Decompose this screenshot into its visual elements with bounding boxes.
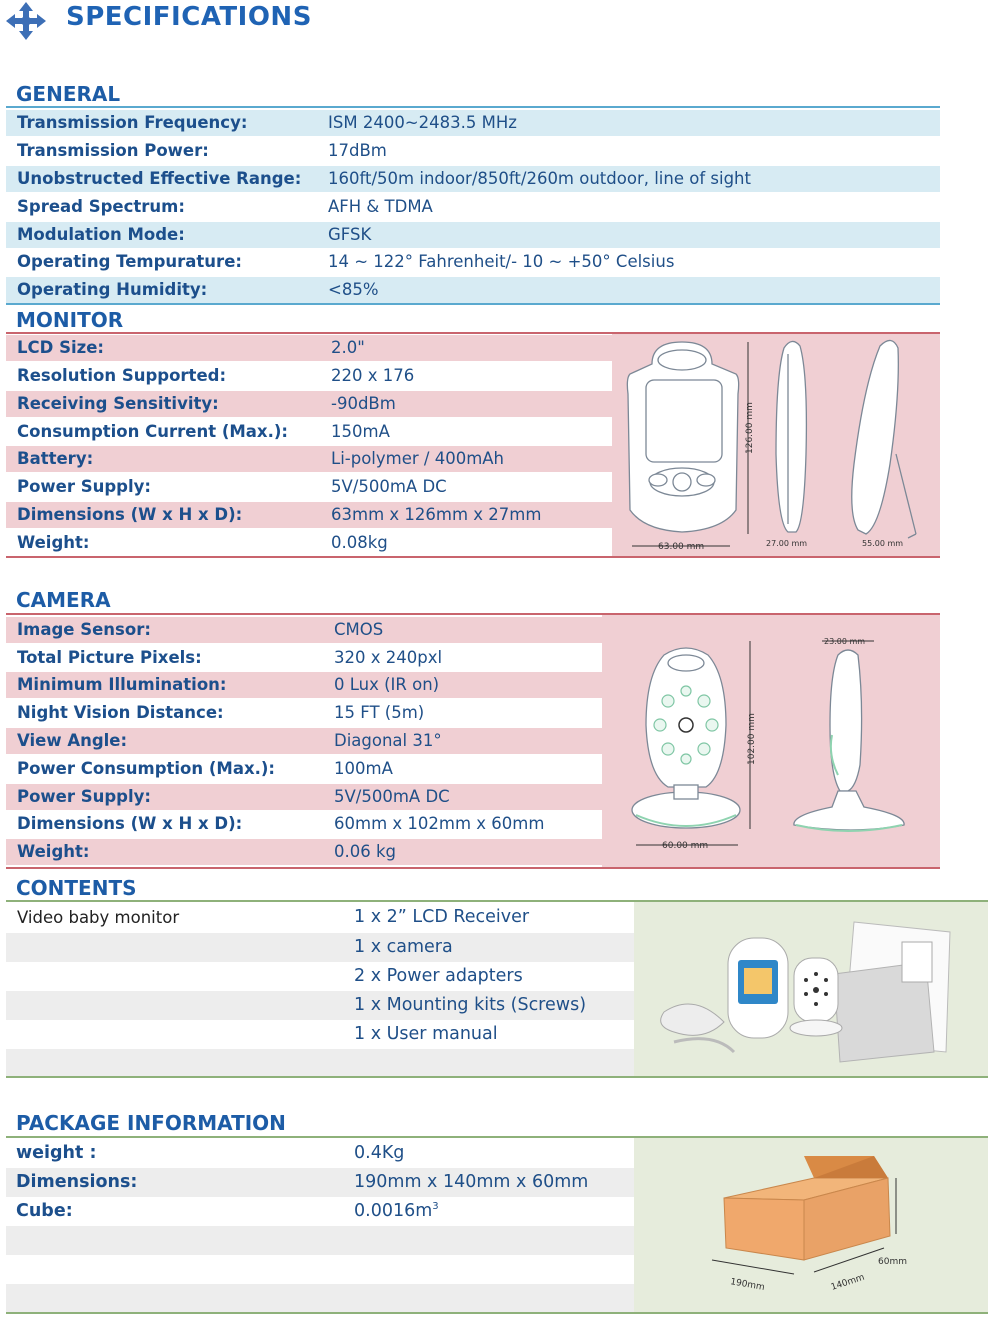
row-value: [331, 366, 414, 385]
table-row: [6, 419, 612, 445]
camera-bottom-divider: [6, 867, 940, 869]
general-bottom-divider: [6, 303, 940, 305]
package-bottom-divider: [6, 1312, 988, 1314]
row-value: [328, 252, 674, 271]
row-value-text: 63mm x 126mm x 27mm: [331, 505, 542, 524]
table-row: [6, 991, 634, 1020]
package-contents-photo: [634, 902, 988, 1076]
table-row: [6, 700, 602, 726]
row-value: [334, 675, 439, 694]
row-label: LCD Size:: [17, 338, 104, 357]
contents-label: Video baby monitor: [17, 908, 180, 927]
table-row: [6, 249, 940, 275]
camera-dimension-drawing: [602, 615, 940, 867]
monitor-width-dimension: 63.00 mm: [658, 542, 705, 552]
table-row: [6, 903, 634, 932]
row-value: [334, 787, 450, 806]
table-row: [6, 1020, 634, 1049]
table-row: [6, 1049, 634, 1078]
row-value: [331, 422, 390, 441]
table-row: [6, 502, 612, 528]
table-row: [6, 138, 940, 164]
monitor-drawing-panel: [612, 334, 940, 556]
row-value: [354, 1143, 404, 1163]
monitor-height-dimension: 126.00 mm: [745, 402, 755, 454]
contents-item: 1 x User manual: [354, 1024, 498, 1044]
row-value-text: 14 ~ 122° Fahrenheit/- 10 ~ +50° Celsius: [328, 252, 675, 271]
row-value-text: 17dBm: [328, 141, 387, 160]
table-row: [6, 335, 612, 361]
row-label: Power Supply:: [17, 787, 152, 806]
table-row: [6, 933, 634, 962]
row-value: [334, 703, 424, 722]
row-label: View Angle:: [17, 731, 128, 750]
row-value: [328, 169, 751, 188]
general-divider: [6, 106, 940, 108]
table-row: [6, 363, 612, 389]
row-value-text: 100mA: [334, 759, 393, 778]
page-title: SPECIFICATIONS: [66, 2, 312, 32]
row-value: [331, 394, 396, 413]
row-value: [331, 533, 388, 552]
row-value: [334, 648, 442, 667]
row-label: Weight:: [17, 842, 90, 861]
row-value-text: 160ft/50m indoor/850ft/260m outdoor, line of sight: [328, 169, 751, 188]
contents-bottom-divider: [6, 1076, 988, 1078]
row-label: Modulation Mode:: [17, 225, 185, 244]
row-label: Battery:: [17, 449, 94, 468]
monitor-dimension-drawing: [612, 334, 940, 556]
table-row: [6, 839, 602, 865]
row-value-text: GFSK: [328, 225, 372, 244]
row-value-text: 0.0016m: [354, 1201, 433, 1221]
row-value-text: 60mm x 102mm x 60mm: [334, 814, 545, 833]
table-row: [6, 756, 602, 782]
table-row: [6, 277, 940, 303]
table-row: [6, 1197, 634, 1226]
table-row: [6, 645, 602, 671]
table-row: [6, 391, 612, 417]
package-section-title: PACKAGE INFORMATION: [16, 1111, 286, 1135]
row-value-text: AFH & TDMA: [328, 197, 433, 216]
row-value-text: CMOS: [334, 620, 384, 639]
contents-section-title: CONTENTS: [16, 876, 137, 900]
row-value: [331, 338, 365, 357]
monitor-depth-dimension: 27.00 mm: [766, 539, 808, 548]
monitor-bottom-divider: [6, 556, 940, 558]
row-value: [354, 1201, 439, 1221]
row-label: Consumption Current (Max.):: [17, 422, 288, 441]
table-row: [6, 474, 612, 500]
row-value-text: 2.0": [331, 338, 365, 357]
table-row: [6, 1139, 634, 1168]
table-row: [6, 1284, 634, 1313]
row-value-text: 15 FT (5m): [334, 703, 425, 722]
row-label: Cube:: [16, 1201, 73, 1221]
table-row: [6, 1168, 634, 1197]
row-value: [334, 814, 544, 833]
row-value-text: 0 Lux (IR on): [334, 675, 440, 694]
table-row: [6, 1255, 634, 1284]
row-label: Power Supply:: [17, 477, 152, 496]
row-label: Transmission Power:: [17, 141, 209, 160]
row-value: [328, 113, 517, 132]
row-value: [328, 141, 387, 160]
shipping-box-drawing: [634, 1138, 988, 1312]
contents-photo-panel: [634, 902, 988, 1076]
row-label: Dimensions (W x H x D):: [17, 814, 243, 833]
row-label: Minimum Illumination:: [17, 675, 227, 694]
table-row: [6, 962, 634, 991]
row-label: Night Vision Distance:: [17, 703, 224, 722]
row-label: Operating Humidity:: [17, 280, 208, 299]
table-row: [6, 672, 602, 698]
box-length-dimension: 190mm: [729, 1277, 766, 1293]
row-value-text: 0.4Kg: [354, 1143, 405, 1163]
row-value: [331, 477, 447, 496]
row-value: [334, 842, 396, 861]
table-row: [6, 1226, 634, 1255]
row-label: Power Consumption (Max.):: [17, 759, 276, 778]
table-row: [6, 784, 602, 810]
general-section-title: GENERAL: [16, 82, 121, 106]
move-cross-icon: [6, 2, 46, 40]
row-label: Unobstructed Effective Range:: [17, 169, 302, 188]
monitor-section-title: MONITOR: [16, 308, 124, 332]
contents-item: 1 x Mounting kits (Screws): [354, 995, 587, 1015]
row-value: [334, 620, 383, 639]
monitor-side-dimension: 55.00 mm: [862, 539, 904, 548]
camera-depth-dimension: 23.00 mm: [824, 637, 866, 646]
contents-item: 1 x 2” LCD Receiver: [354, 907, 530, 927]
contents-item: 2 x Power adapters: [354, 966, 523, 986]
camera-width-dimension: 60.00 mm: [662, 841, 709, 851]
row-value: [328, 197, 433, 216]
contents-item: 1 x camera: [354, 937, 453, 957]
table-row: [6, 166, 940, 192]
box-height-dimension: 60mm: [878, 1257, 907, 1267]
table-row: [6, 530, 612, 556]
row-value-text: 0.06 kg: [334, 842, 397, 861]
row-value: [328, 225, 371, 244]
row-value-text: 190mm x 140mm x 60mm: [354, 1172, 589, 1192]
row-value-text: 5V/500mA DC: [334, 787, 450, 806]
row-label: Resolution Supported:: [17, 366, 227, 385]
row-value-superscript: 3: [432, 1201, 439, 1213]
table-row: [6, 222, 940, 248]
row-value-text: -90dBm: [331, 394, 396, 413]
row-label: Receiving Sensitivity:: [17, 394, 219, 413]
row-value-text: 150mA: [331, 422, 390, 441]
table-row: [6, 728, 602, 754]
row-label: weight :: [16, 1143, 97, 1163]
row-label: Operating Tempurature:: [17, 252, 242, 271]
camera-height-dimension: 102.00 mm: [747, 713, 757, 765]
row-label: Dimensions (W x H x D):: [17, 505, 243, 524]
row-value-text: <85%: [328, 280, 379, 299]
package-box-panel: [634, 1138, 988, 1312]
table-row: [6, 446, 612, 472]
row-value: [331, 505, 541, 524]
row-label: Spread Spectrum:: [17, 197, 185, 216]
table-row: [6, 617, 602, 643]
row-value-text: 320 x 240pxl: [334, 648, 443, 667]
camera-section-title: CAMERA: [16, 588, 111, 612]
row-value-text: 220 x 176: [331, 366, 415, 385]
row-label: Dimensions:: [16, 1172, 138, 1192]
row-value: [331, 449, 504, 468]
row-value-text: Li-polymer / 400mAh: [331, 449, 505, 468]
row-value: [328, 280, 379, 299]
row-label: Weight:: [17, 533, 90, 552]
table-row: [6, 811, 602, 837]
row-label: Total Picture Pixels:: [17, 648, 202, 667]
row-value-text: ISM 2400~2483.5 MHz: [328, 113, 517, 132]
row-value: [354, 1172, 588, 1192]
row-value: [334, 731, 442, 750]
row-value: [334, 759, 393, 778]
row-value-text: 5V/500mA DC: [331, 477, 447, 496]
row-value-text: 0.08kg: [331, 533, 388, 552]
box-width-dimension: 140mm: [829, 1272, 866, 1293]
row-label: Transmission Frequency:: [17, 113, 248, 132]
row-value-text: Diagonal 31°: [334, 731, 442, 750]
table-row: [6, 194, 940, 220]
row-label: Image Sensor:: [17, 620, 151, 639]
table-row: [6, 110, 940, 136]
camera-drawing-panel: [602, 615, 940, 867]
